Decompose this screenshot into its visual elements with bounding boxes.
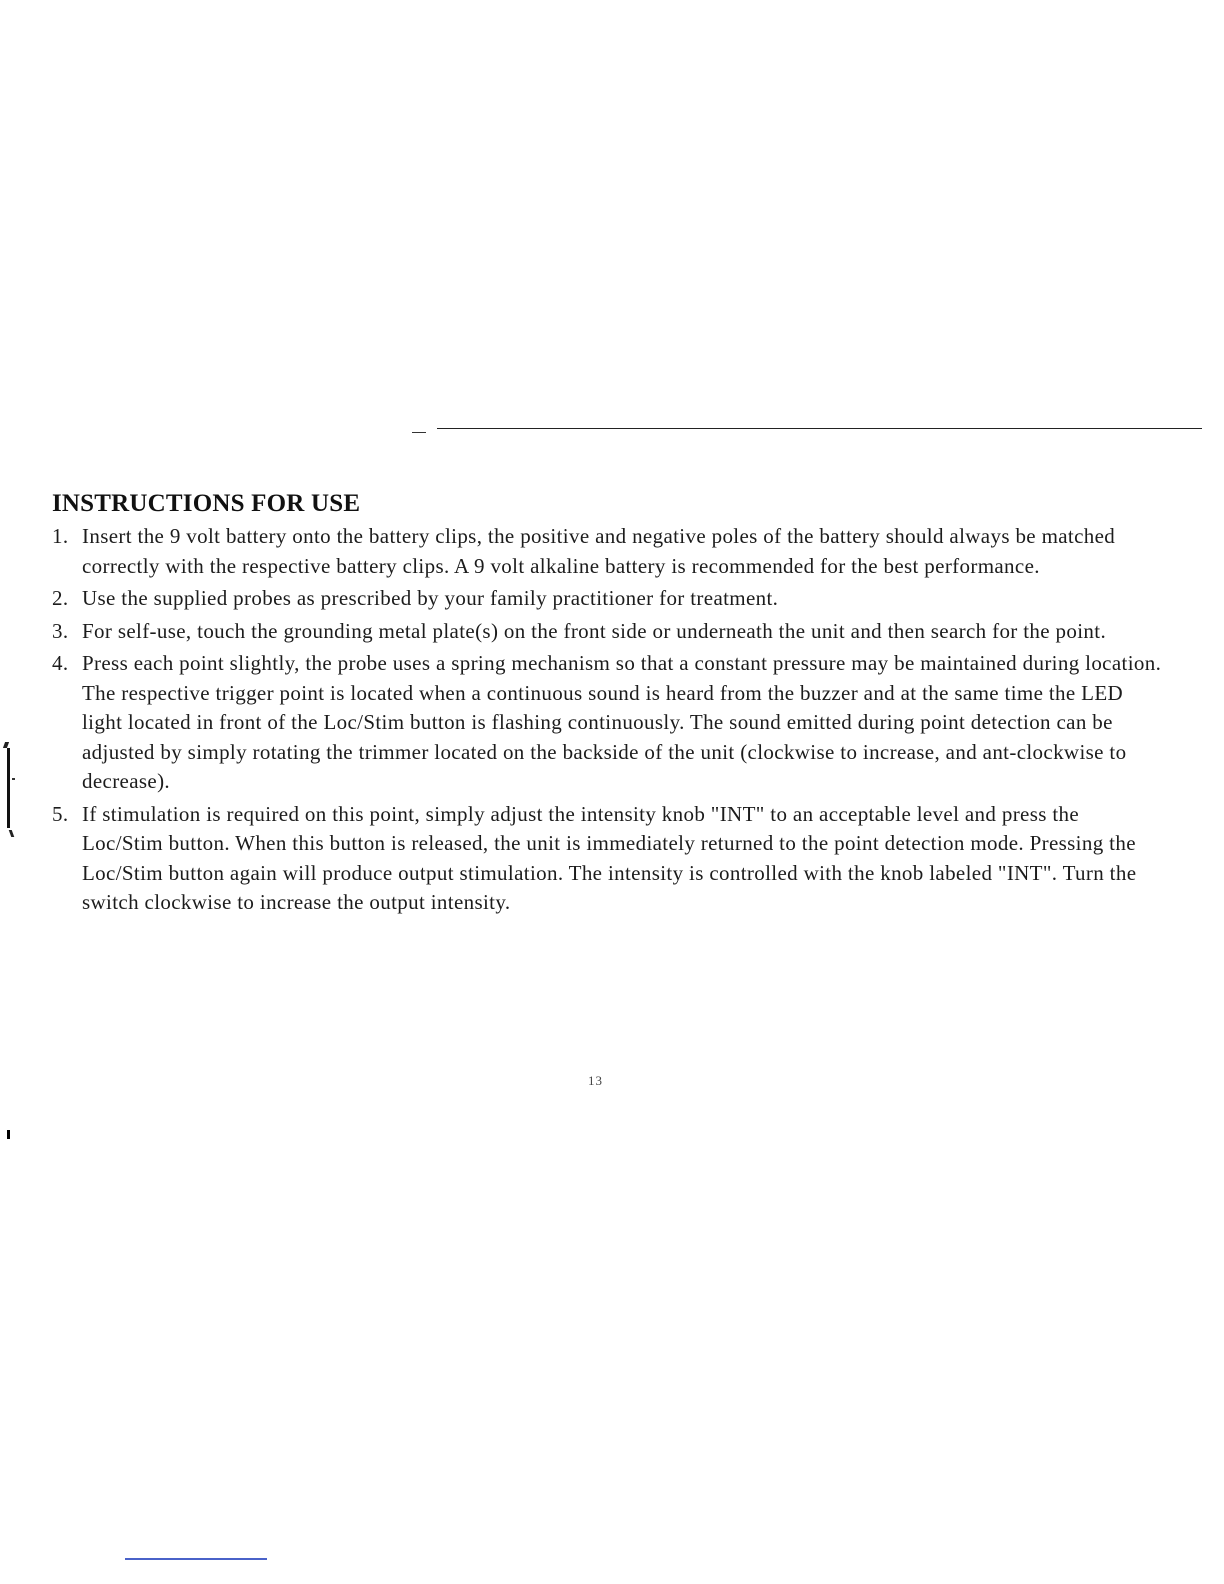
list-item-2	[52, 584, 1162, 614]
bottom-rule	[125, 1558, 267, 1560]
list-item-number: 1.	[52, 524, 69, 548]
list-item-text: If stimulation is required on this point, simply adjust the intensity knob "INT" to an acceptable level and press the Loc/Stim button. When this button is released, the unit is immediately returned to the point detection mode. Pressing the Loc/Stim button again will produce output stimulation. The intensity is controlled with the knob labeled "INT". Turn the switch clockwise to increase the output intensity.	[82, 801, 1137, 914]
scan-mark	[9, 830, 15, 837]
scan-mark	[7, 1130, 10, 1139]
top-rule-short	[412, 432, 426, 433]
scan-binding-mark	[7, 748, 10, 828]
list-item-5	[52, 800, 1162, 918]
page-number: 13	[588, 1073, 603, 1088]
list-item-number: 5.	[52, 801, 69, 826]
list-item-3	[52, 617, 1162, 647]
list-item-4	[52, 649, 1162, 797]
scan-mark	[12, 778, 15, 780]
list-item-number: 4.	[52, 651, 69, 675]
list-item-text: Press each point slightly, the probe uses a spring mechanism so that a constant pressure may be maintained during location. The respective trigger point is located when a continuous sound is heard from the buzzer and at the same time the LED light located in front of the Loc/Stim button is flashing continuously. The sound emitted during point detection can be adjusted by simply rotating the trimmer located on the backside of the unit (clockwise to increase, and ant-clockwise to decrease).	[82, 651, 1162, 793]
list-item-text: For self-use, touch the grounding metal plate(s) on the front side or underneath the unit and then search for the point.	[82, 618, 1107, 643]
list-item-1	[52, 522, 1162, 581]
instructions-list	[52, 522, 1162, 921]
list-item-number: 3.	[52, 618, 69, 643]
list-item-text: Insert the 9 volt battery onto the battery clips, the positive and negative poles of the battery should always be matched correctly with the respective battery clips. A 9 volt alkaline battery is recommended for the best performance.	[82, 524, 1116, 578]
list-item-text: Use the supplied probes as prescribed by your family practitioner for treatment.	[82, 586, 779, 610]
page-title: INSTRUCTIONS FOR USE	[52, 490, 361, 517]
list-item-number: 2.	[52, 586, 69, 610]
top-rule	[437, 428, 1202, 429]
